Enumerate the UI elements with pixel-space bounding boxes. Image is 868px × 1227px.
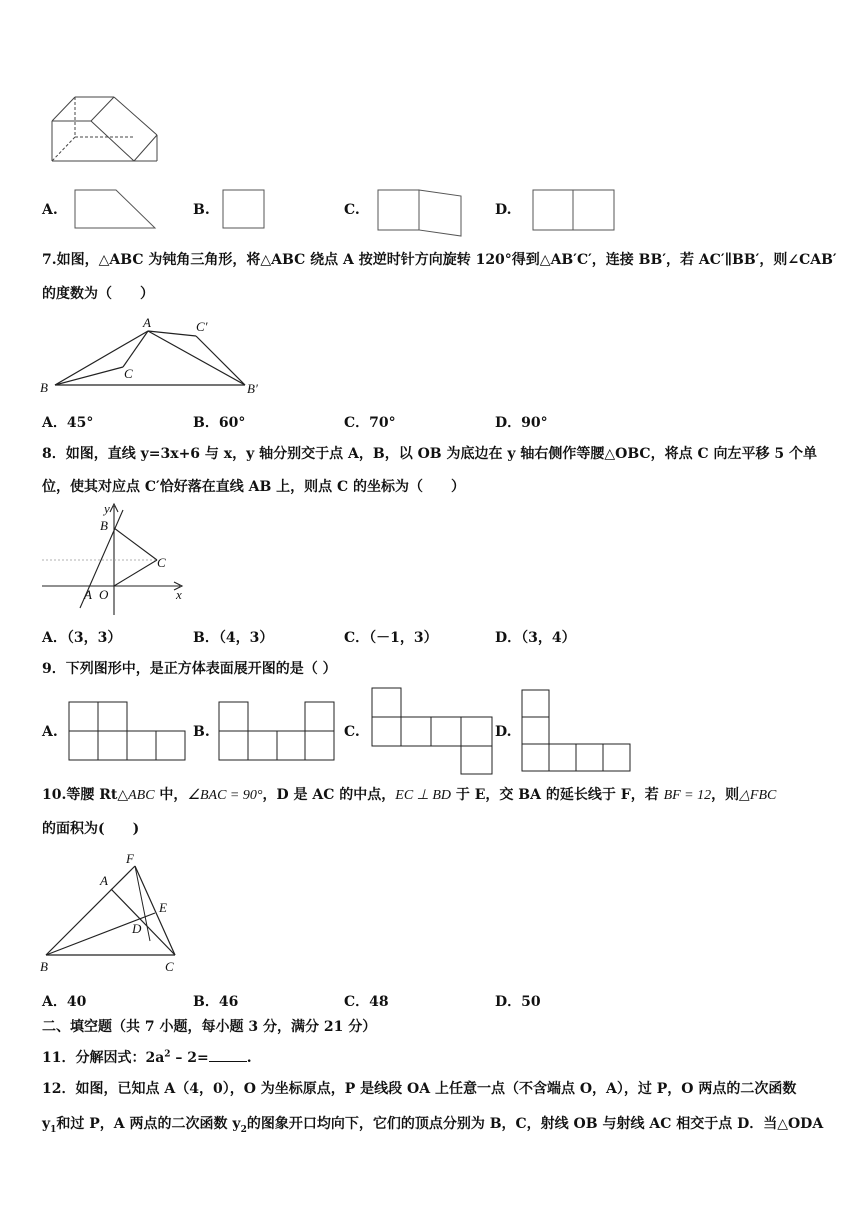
q6-option-b-letter: B. — [193, 202, 210, 218]
q9-option-a-letter: A. — [42, 724, 58, 740]
q11-exponent: 2 — [164, 1049, 171, 1060]
q12-sub-1: 1 — [50, 1124, 57, 1135]
q10-text-angle: ∠BAC = 90° — [187, 788, 263, 803]
q6-option-c-letter: C. — [344, 202, 360, 218]
q11-text-c: . — [246, 1050, 252, 1066]
q10-option-b-text: 46 — [218, 994, 239, 1010]
q9-stem: 9．下列图形中，是正方体表面展开图的是（ ） — [42, 661, 337, 677]
q12-sub-2: 2 — [240, 1124, 247, 1135]
q8-option-c-letter: C． — [344, 630, 370, 646]
section-2-title: 二、填空题（共 7 小题，每小题 3 分，满分 21 分） — [42, 1019, 377, 1035]
q7-label-c: C — [124, 366, 133, 381]
q8-option-d-text: （3，4） — [521, 630, 576, 646]
q11-text-a: 11．分解因式：2a — [42, 1050, 165, 1066]
q10-text-a: 10.等腰 Rt△ — [42, 787, 129, 803]
q10-stem-line2: 的面积为( ) — [42, 821, 140, 837]
q10-text-c: ，D 是 AC 的中点， — [262, 787, 396, 803]
q7-option-b-text: 60° — [218, 415, 246, 431]
q8-option-a-text: （3，3） — [66, 630, 122, 646]
q7-option-a-letter: A． — [42, 415, 67, 431]
q7-label-c-prime: C′ — [196, 319, 208, 334]
q7-label-b-prime: B′ — [247, 381, 258, 396]
q12-text-b: 和过 P，A 两点的二次函数 y — [56, 1116, 241, 1132]
q9-option-c-letter: C. — [344, 724, 360, 740]
q10-text-d: 于 E，交 BA 的延长线于 F，若 — [451, 787, 664, 803]
q12-text-y1: y — [42, 1116, 51, 1132]
q8-option-b-text: （4，3） — [218, 630, 274, 646]
q10-option-c-letter: C． — [344, 994, 370, 1010]
q8-stem-line1: 8．如图，直线 y=3x+6 与 x，y 轴分别交于点 A，B，以 OB 为底边在 y 轴右侧作等腰△OBC，将点 C 向左平移 5 个单 — [42, 446, 817, 462]
q8-stem-line2: 位，使其对应点 C′恰好落在直线 AB 上，则点 C 的坐标为（ ） — [42, 479, 466, 495]
q10-label-e: E — [159, 900, 167, 915]
q11-answer-blank[interactable] — [209, 1049, 247, 1062]
q8-label-a: A — [84, 587, 92, 602]
q8-option-a-letter: A． — [42, 630, 67, 646]
q6-option-d-letter: D. — [495, 202, 512, 218]
q12-stem-line2 — [42, 1117, 823, 1135]
q10-text-triangle: △FBC — [739, 788, 777, 803]
q7-option-d-letter: D． — [495, 415, 522, 431]
q7-option-a-text: 45° — [66, 415, 94, 431]
q12-text-c: 的图象开口均向下，它们的顶点分别为 B，C，射线 OB 与射线 AC 相交于点 D．当△ODA — [246, 1116, 824, 1132]
q10-label-b: B — [40, 959, 48, 974]
q8-option-b-letter: B． — [193, 630, 219, 646]
q11-text-b: – 2= — [170, 1050, 209, 1066]
q10-option-d-letter: D． — [495, 994, 522, 1010]
q10-option-a-letter: A． — [42, 994, 67, 1010]
q10-text-bf: BF = 12 — [663, 788, 712, 803]
q10-label-d: D — [132, 921, 142, 936]
q10-option-c — [344, 991, 389, 1011]
q8-option-d-letter: D． — [495, 630, 522, 646]
q8-label-y: y — [104, 501, 110, 516]
q8-label-x: x — [176, 587, 182, 602]
q8-label-b: B — [100, 518, 108, 533]
q8-label-o: O — [99, 587, 109, 602]
q12-stem-line1: 12．如图，已知点 A（4，0），O 为坐标原点，P 是线段 OA 上任意一点（不含端点 O，A），过 P，O 两点的二次函数 — [42, 1081, 797, 1097]
q7-option-c-text: 70° — [369, 415, 396, 431]
q10-option-a-text: 40 — [66, 994, 87, 1010]
q10-text-abc: ABC — [128, 788, 155, 803]
q10-text-perp: EC ⊥ BD — [395, 788, 452, 803]
q7-option-b-letter: B． — [193, 415, 219, 431]
q10-text-b: 中， — [154, 787, 188, 803]
q7-option-c-letter: C． — [344, 415, 370, 431]
q10-label-c: C — [165, 959, 174, 974]
q8-option-c-text: （－1，3） — [369, 630, 438, 646]
q10-option-d-text: 50 — [521, 994, 541, 1010]
q7-label-a: A — [143, 315, 151, 330]
q10-option-c-text: 48 — [369, 994, 389, 1010]
q7-label-b: B — [40, 380, 48, 395]
q7-option-d-text: 90° — [521, 415, 548, 431]
q7-stem-line2: 的度数为（ ） — [42, 286, 154, 302]
q10-option-b — [193, 991, 238, 1011]
q9-option-b-letter: B. — [193, 724, 210, 740]
q10-option-a — [42, 991, 86, 1011]
q10-label-f: F — [126, 851, 134, 866]
q10-option-d — [495, 991, 541, 1011]
q6-option-a-letter: A. — [42, 202, 58, 218]
q10-option-b-letter: B． — [193, 994, 219, 1010]
q10-label-a: A — [100, 873, 108, 888]
q11-stem — [42, 1049, 252, 1065]
q9-option-d-letter: D. — [495, 724, 512, 740]
q7-stem-line1: 7.如图，△ABC 为钝角三角形，将△ABC 绕点 A 按逆时针方向旋转 120°得到△AB′C′，连接 BB′，若 AC′∥BB′，则∠CAB′ — [42, 252, 837, 268]
q10-text-e: ，则 — [711, 787, 740, 803]
q8-label-c: C — [157, 555, 166, 570]
